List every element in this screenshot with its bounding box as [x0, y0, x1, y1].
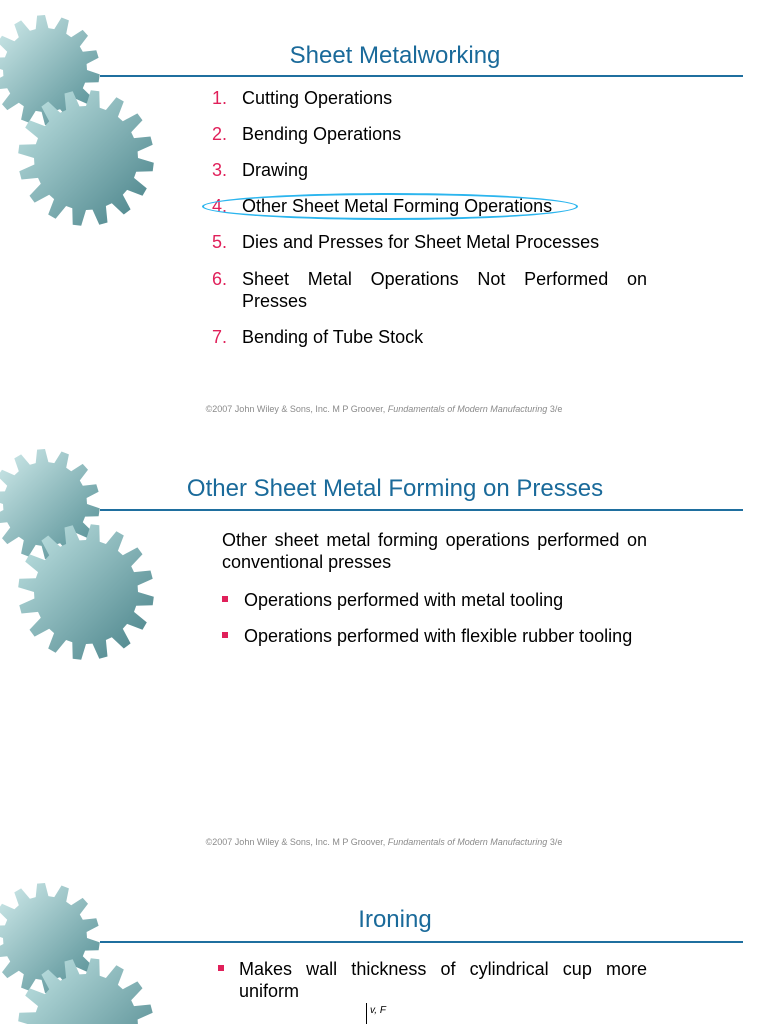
item-number: 2.	[212, 124, 228, 144]
list-item	[205, 268, 647, 312]
list-item	[205, 159, 647, 181]
list-item	[222, 625, 647, 647]
bullet-text: Operations performed with metal tooling	[244, 590, 564, 610]
slide-title: Other Sheet Metal Forming on Presses	[186, 475, 604, 502]
list-item	[205, 231, 647, 253]
item-number: 7.	[212, 327, 228, 347]
bullet-text: Operations performed with flexible rubber tooling	[244, 626, 633, 646]
footer-book-title: Fundamentals of Modern Manufacturing	[387, 837, 548, 847]
footer-book-title: Fundamentals of Modern Manufacturing	[387, 404, 548, 414]
footer-text: ©2007 John Wiley & Sons, Inc. M P Groover,	[205, 837, 388, 847]
intro-text: Other sheet metal forming operations performed on conventional presses	[222, 530, 647, 572]
figure-axis-line	[366, 1003, 367, 1024]
bullet-icon	[222, 596, 228, 602]
slide-sheet-metalworking	[0, 0, 768, 430]
item-text: Cutting Operations	[242, 88, 393, 108]
bullet-icon	[222, 632, 228, 638]
footer-edition: 3/e	[547, 404, 563, 414]
item-text: Sheet Metal Operations Not Performed on Presses	[242, 269, 647, 311]
bullet-list	[222, 589, 647, 647]
slide-ironing	[0, 868, 768, 1024]
list-item	[205, 123, 647, 145]
item-text: Dies and Presses for Sheet Metal Processes	[242, 232, 600, 252]
bullet-list	[218, 958, 647, 1002]
item-number: 1.	[212, 88, 228, 108]
item-text: Bending Operations	[242, 124, 402, 144]
bullet-icon	[218, 965, 224, 971]
copyright-footer	[0, 404, 768, 414]
gear-decoration-icon	[0, 868, 170, 1024]
highlight-ellipse	[202, 193, 578, 220]
item-text: Other Sheet Metal Forming Operations	[242, 196, 553, 216]
footer-edition: 3/e	[547, 837, 563, 847]
figure-label: v, F	[370, 1005, 386, 1016]
title-rule	[100, 509, 743, 511]
item-number: 5.	[212, 232, 228, 252]
footer-text: ©2007 John Wiley & Sons, Inc. M P Groover,	[205, 404, 388, 414]
list-item	[205, 326, 647, 348]
item-number: 4.	[212, 196, 228, 216]
title-rule	[100, 941, 743, 943]
slide-other-forming	[0, 434, 768, 864]
item-number: 3.	[212, 160, 228, 180]
list-item	[222, 589, 647, 611]
slide-title: Sheet Metalworking	[289, 42, 501, 69]
intro-paragraph	[222, 529, 647, 573]
list-item	[205, 87, 647, 109]
bullet-text: Makes wall thickness of cylindrical cup more uniform	[239, 959, 647, 1001]
item-text: Bending of Tube Stock	[242, 327, 424, 347]
list-item	[218, 958, 647, 1002]
gear-decoration-icon	[0, 0, 170, 230]
item-text: Drawing	[242, 160, 309, 180]
copyright-footer	[0, 837, 768, 847]
title-rule	[100, 75, 743, 77]
gear-decoration-icon	[0, 434, 170, 664]
slide-title: Ironing	[358, 906, 432, 933]
item-number: 6.	[212, 269, 228, 289]
